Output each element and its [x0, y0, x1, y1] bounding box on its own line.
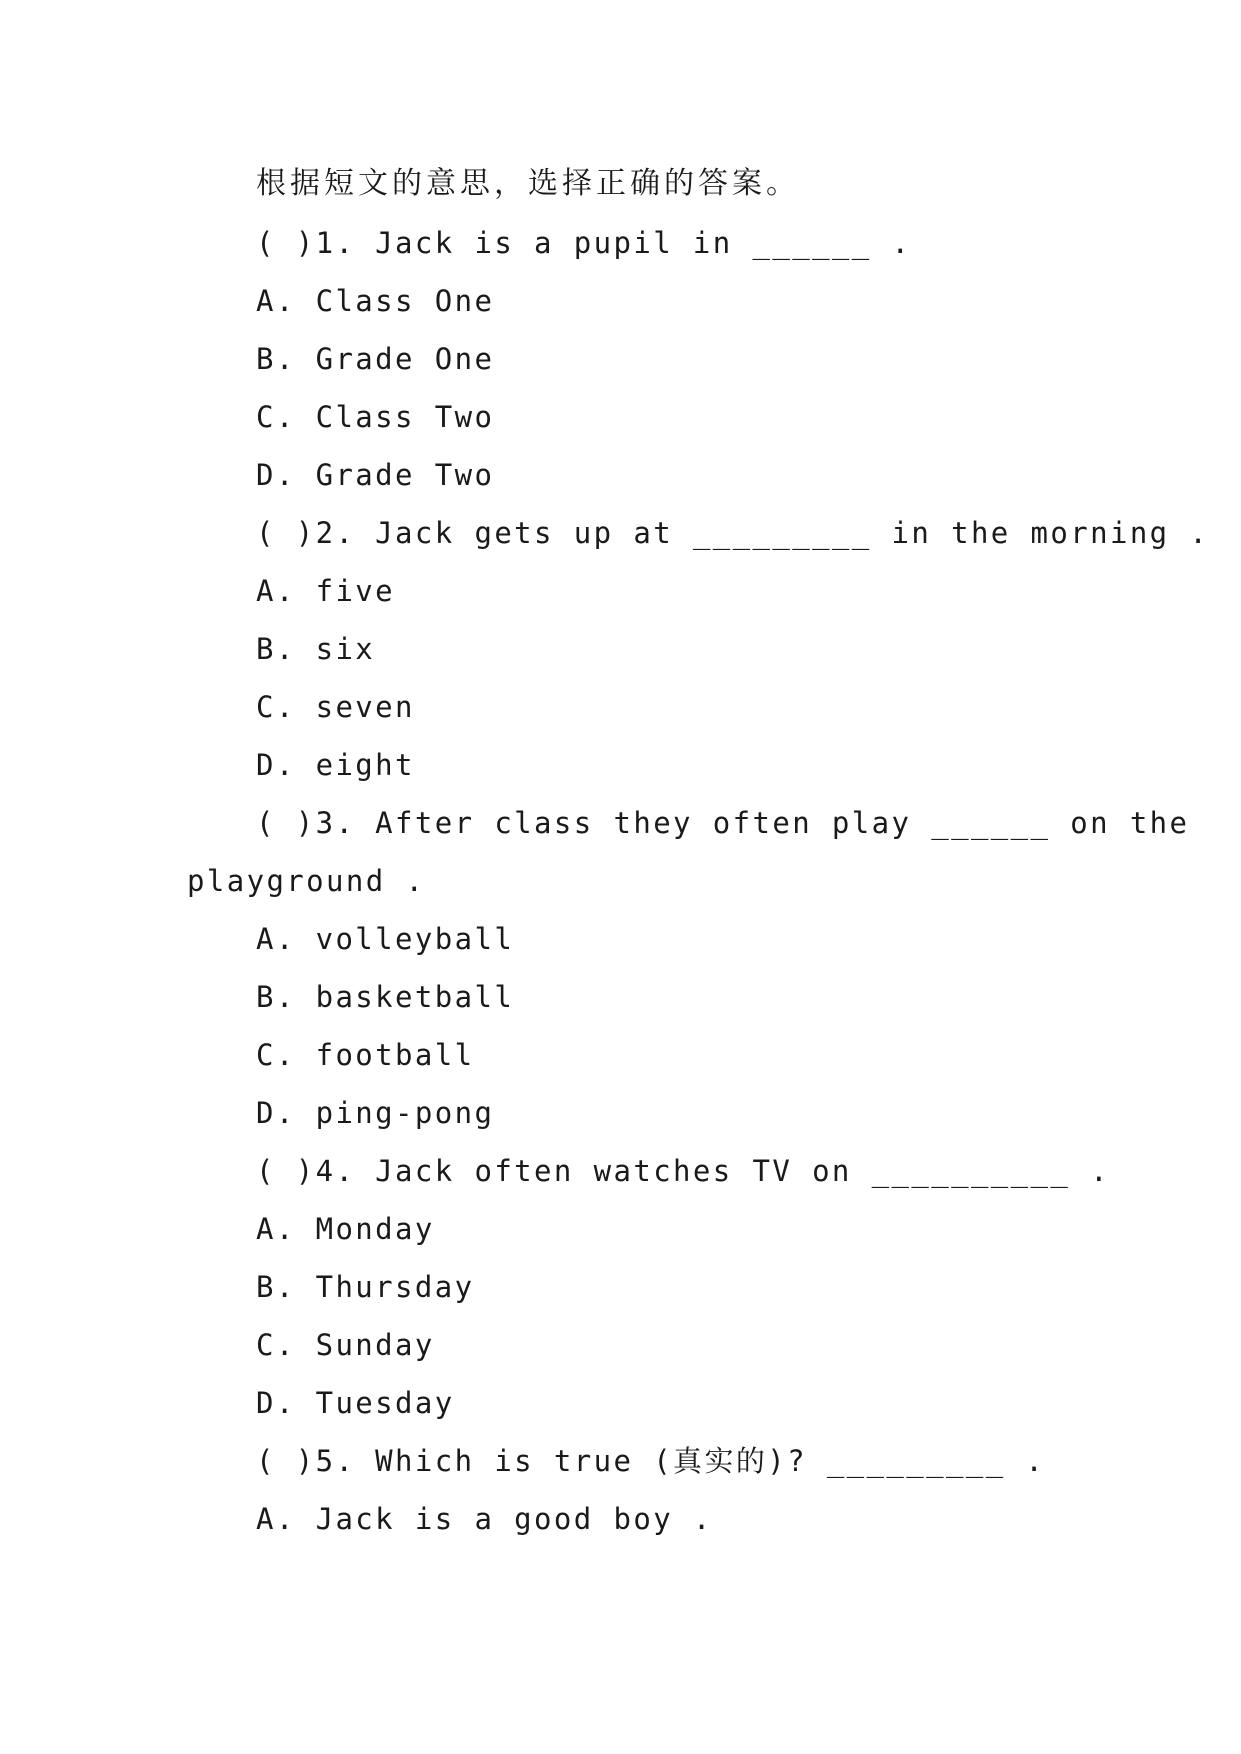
question-1-option-b: B. Grade One [256, 342, 495, 376]
question-3-option-d: D. ping-pong [256, 1096, 495, 1130]
question-1-option-c: C. Class Two [256, 400, 495, 434]
question-1-option-d: D. Grade Two [256, 458, 495, 492]
question-3-option-b: B. basketball [256, 980, 515, 1014]
question-3-stem-continued: playground . [187, 864, 426, 898]
question-4-option-a: A. Monday [256, 1212, 435, 1246]
question-4-option-b: B. Thursday [256, 1270, 475, 1304]
question-4-option-d: D. Tuesday [256, 1386, 455, 1420]
question-4-option-c: C. Sunday [256, 1328, 435, 1362]
question-2-option-b: B. six [256, 632, 376, 666]
question-1-option-a: A. Class One [256, 284, 495, 318]
question-5-option-a: A. Jack is a good boy . [256, 1502, 713, 1536]
question-4-stem: ( )4. Jack often watches TV on __________ . [256, 1154, 1110, 1188]
question-3-stem: ( )3. After class they often play ______ on the [256, 806, 1190, 840]
question-2-option-c: C. seven [256, 690, 415, 724]
question-2-option-d: D. eight [256, 748, 415, 782]
question-5-stem: ( )5. Which is true (真实的)? _________ . [256, 1444, 1046, 1478]
question-2-stem: ( )2. Jack gets up at _________ in the morning . [256, 516, 1210, 550]
instruction-text: 根据短文的意思，选择正确的答案。 [256, 166, 800, 201]
question-1-stem: ( )1. Jack is a pupil in ______ . [256, 226, 912, 260]
question-3-option-c: C. football [256, 1038, 475, 1072]
question-3-option-a: A. volleyball [256, 922, 515, 956]
question-2-option-a: A. five [256, 574, 396, 608]
